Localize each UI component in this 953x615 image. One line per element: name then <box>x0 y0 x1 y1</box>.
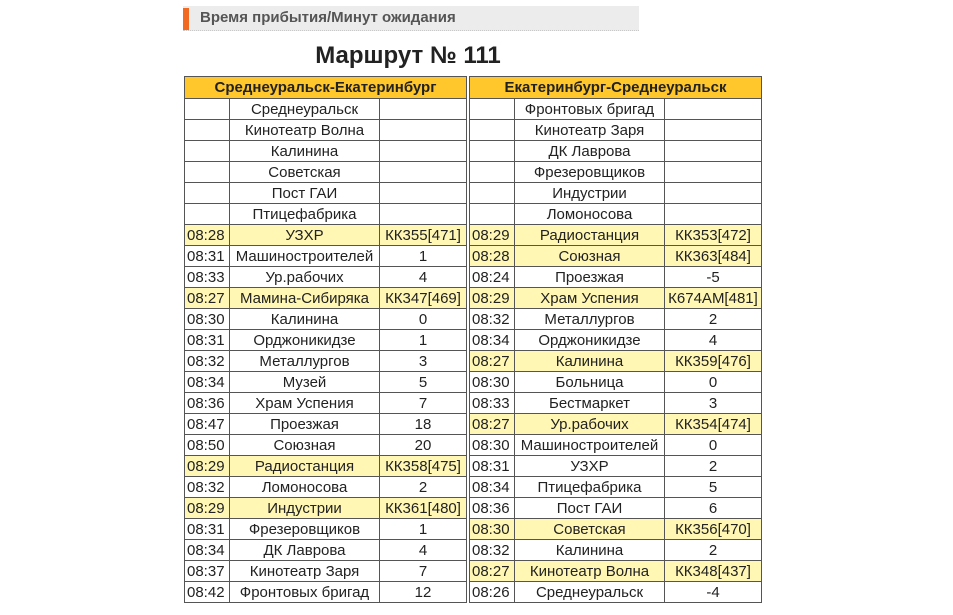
stop-name-cell: Металлургов <box>515 309 665 330</box>
arrival-time-cell: 08:26 <box>470 582 515 603</box>
stop-name-cell: Калинина <box>515 540 665 561</box>
stop-name-cell: Пост ГАИ <box>515 498 665 519</box>
stop-name-cell: Союзная <box>515 246 665 267</box>
arrival-time-cell <box>185 99 230 120</box>
wait-minutes-cell <box>380 183 467 204</box>
stop-name-cell: Ур.рабочих <box>515 414 665 435</box>
wait-minutes-cell: 0 <box>665 435 762 456</box>
wait-minutes-cell <box>380 99 467 120</box>
stop-name-cell: Советская <box>230 162 380 183</box>
stop-name-cell: Бестмаркет <box>515 393 665 414</box>
arrival-time-cell: 08:31 <box>470 456 515 477</box>
table-row <box>470 477 762 498</box>
table-row <box>185 435 467 456</box>
arrival-time-cell: 08:42 <box>185 582 230 603</box>
arrival-time-cell: 08:31 <box>185 330 230 351</box>
wait-minutes-cell <box>665 120 762 141</box>
stop-name-cell: Орджоникидзе <box>230 330 380 351</box>
wait-minutes-cell: 3 <box>380 351 467 372</box>
wait-minutes-cell: КК347[469] <box>380 288 467 309</box>
stop-name-cell: Фрезеровщиков <box>515 162 665 183</box>
table-row <box>470 435 762 456</box>
table-row <box>470 183 762 204</box>
stop-name-cell: Проезжая <box>515 267 665 288</box>
stop-name-cell: УЗХР <box>515 456 665 477</box>
wait-minutes-cell <box>665 99 762 120</box>
arrival-time-cell: 08:27 <box>185 288 230 309</box>
arrival-time-cell <box>470 162 515 183</box>
arrival-time-cell <box>185 162 230 183</box>
wait-minutes-cell: 4 <box>380 540 467 561</box>
wait-minutes-cell: КК354[474] <box>665 414 762 435</box>
section-header <box>183 6 639 31</box>
wait-minutes-cell: 1 <box>380 330 467 351</box>
arrival-time-cell <box>470 99 515 120</box>
table-row <box>470 330 762 351</box>
wait-minutes-cell: 2 <box>665 540 762 561</box>
stop-name-cell: Кинотеатр Волна <box>515 561 665 582</box>
wait-minutes-cell: КК359[476] <box>665 351 762 372</box>
wait-minutes-cell: 5 <box>380 372 467 393</box>
table-body <box>185 99 467 603</box>
route-title: Маршрут № 111 <box>315 42 501 69</box>
stop-name-cell: Ломоносова <box>515 204 665 225</box>
arrival-time-cell: 08:37 <box>185 561 230 582</box>
arrival-time-cell: 08:29 <box>470 225 515 246</box>
wait-minutes-cell: 12 <box>380 582 467 603</box>
stop-name-cell: Фрезеровщиков <box>230 519 380 540</box>
arrival-time-cell: 08:30 <box>470 519 515 540</box>
wait-minutes-cell: 4 <box>665 330 762 351</box>
table-row <box>185 288 467 309</box>
table-row <box>185 540 467 561</box>
stop-name-cell: Больница <box>515 372 665 393</box>
arrival-time-cell: 08:27 <box>470 414 515 435</box>
arrival-time-cell: 08:29 <box>185 498 230 519</box>
arrival-time-cell: 08:30 <box>185 309 230 330</box>
stop-name-cell: Храм Успения <box>515 288 665 309</box>
wait-minutes-cell: КК361[480] <box>380 498 467 519</box>
table-row <box>185 477 467 498</box>
table-row <box>185 309 467 330</box>
table-row <box>470 414 762 435</box>
table-row <box>185 225 467 246</box>
stop-name-cell: ДК Лаврова <box>515 141 665 162</box>
wait-minutes-cell: 0 <box>665 372 762 393</box>
table-row <box>470 267 762 288</box>
table-row <box>185 456 467 477</box>
table-row <box>470 246 762 267</box>
schedule-table-to-ekaterinburg <box>184 76 467 603</box>
arrival-time-cell: 08:47 <box>185 414 230 435</box>
arrival-time-cell: 08:36 <box>470 498 515 519</box>
stop-name-cell: Калинина <box>230 141 380 162</box>
wait-minutes-cell <box>665 162 762 183</box>
wait-minutes-cell: КК353[472] <box>665 225 762 246</box>
wait-minutes-cell: 6 <box>665 498 762 519</box>
stop-name-cell: Радиостанция <box>515 225 665 246</box>
stop-name-cell: Кинотеатр Волна <box>230 120 380 141</box>
stop-name-cell: Храм Успения <box>230 393 380 414</box>
table-row <box>185 330 467 351</box>
table-row <box>470 141 762 162</box>
wait-minutes-cell <box>380 141 467 162</box>
arrival-time-cell: 08:27 <box>470 351 515 372</box>
wait-minutes-cell: КК348[437] <box>665 561 762 582</box>
wait-minutes-cell: 2 <box>380 477 467 498</box>
stop-name-cell: Союзная <box>230 435 380 456</box>
arrival-time-cell: 08:34 <box>185 540 230 561</box>
table-body <box>470 99 762 603</box>
stop-name-cell: Среднеуральск <box>230 99 380 120</box>
stop-name-cell: Проезжая <box>230 414 380 435</box>
wait-minutes-cell <box>380 204 467 225</box>
wait-minutes-cell: 4 <box>380 267 467 288</box>
wait-minutes-cell: -5 <box>665 267 762 288</box>
wait-minutes-cell: КК355[471] <box>380 225 467 246</box>
arrival-time-cell <box>185 183 230 204</box>
wait-minutes-cell <box>380 162 467 183</box>
table-row <box>185 183 467 204</box>
wait-minutes-cell: 0 <box>380 309 467 330</box>
stop-name-cell: Кинотеатр Заря <box>230 561 380 582</box>
stop-name-cell: Советская <box>515 519 665 540</box>
arrival-time-cell <box>185 120 230 141</box>
table-row <box>470 393 762 414</box>
stop-name-cell: Индустрии <box>230 498 380 519</box>
table-row <box>470 372 762 393</box>
table-row <box>470 162 762 183</box>
stop-name-cell: Радиостанция <box>230 456 380 477</box>
arrival-time-cell <box>185 204 230 225</box>
arrival-time-cell: 08:27 <box>470 561 515 582</box>
wait-minutes-cell <box>665 204 762 225</box>
arrival-time-cell: 08:30 <box>470 435 515 456</box>
table-row <box>185 519 467 540</box>
table-row <box>470 309 762 330</box>
stop-name-cell: Ур.рабочих <box>230 267 380 288</box>
stop-name-cell: Музей <box>230 372 380 393</box>
arrival-time-cell: 08:34 <box>185 372 230 393</box>
table-row <box>185 141 467 162</box>
arrival-time-cell: 08:31 <box>185 519 230 540</box>
arrival-time-cell <box>185 141 230 162</box>
table-row <box>470 456 762 477</box>
arrival-time-cell: 08:29 <box>470 288 515 309</box>
table-row <box>470 498 762 519</box>
table-row <box>185 246 467 267</box>
table-row <box>185 99 467 120</box>
stop-name-cell: Металлургов <box>230 351 380 372</box>
wait-minutes-cell: 2 <box>665 456 762 477</box>
table-row <box>185 162 467 183</box>
wait-minutes-cell: 2 <box>665 309 762 330</box>
schedule-table-to-sredneuralsk <box>469 76 762 603</box>
arrival-time-cell: 08:24 <box>470 267 515 288</box>
table-row <box>185 267 467 288</box>
table-row <box>185 561 467 582</box>
stop-name-cell: Калинина <box>230 309 380 330</box>
stop-name-cell: ДК Лаврова <box>230 540 380 561</box>
stop-name-cell: Фронтовых бригад <box>230 582 380 603</box>
table-row <box>185 393 467 414</box>
wait-minutes-cell: КК358[475] <box>380 456 467 477</box>
section-header-title: Время прибытия/Минут ожидания <box>200 9 456 26</box>
stop-name-cell: УЗХР <box>230 225 380 246</box>
stop-name-cell: Машиностроителей <box>515 435 665 456</box>
table-row <box>470 561 762 582</box>
table-title: Среднеуральск-Екатеринбург <box>185 77 467 99</box>
table-row <box>185 414 467 435</box>
table-row <box>185 498 467 519</box>
stop-name-cell: Птицефабрика <box>230 204 380 225</box>
wait-minutes-cell: -4 <box>665 582 762 603</box>
stop-name-cell: Фронтовых бригад <box>515 99 665 120</box>
table-row <box>470 540 762 561</box>
table-row <box>470 582 762 603</box>
stop-name-cell: Индустрии <box>515 183 665 204</box>
table-row <box>185 372 467 393</box>
table-row <box>470 288 762 309</box>
wait-minutes-cell: 20 <box>380 435 467 456</box>
table-row <box>470 351 762 372</box>
stop-name-cell: Ломоносова <box>230 477 380 498</box>
arrival-time-cell: 08:36 <box>185 393 230 414</box>
arrival-time-cell <box>470 183 515 204</box>
stop-name-cell: Калинина <box>515 351 665 372</box>
stop-name-cell: Кинотеатр Заря <box>515 120 665 141</box>
wait-minutes-cell: 1 <box>380 246 467 267</box>
arrival-time-cell <box>470 120 515 141</box>
stop-name-cell: Мамина-Сибиряка <box>230 288 380 309</box>
wait-minutes-cell <box>665 141 762 162</box>
stop-name-cell: Орджоникидзе <box>515 330 665 351</box>
wait-minutes-cell: 7 <box>380 393 467 414</box>
table-title: Екатеринбург-Среднеуральск <box>470 77 762 99</box>
stop-name-cell: Птицефабрика <box>515 477 665 498</box>
wait-minutes-cell: КК356[470] <box>665 519 762 540</box>
arrival-time-cell: 08:34 <box>470 330 515 351</box>
stop-name-cell: Машиностроителей <box>230 246 380 267</box>
arrival-time-cell: 08:34 <box>470 477 515 498</box>
arrival-time-cell: 08:29 <box>185 456 230 477</box>
table-row <box>470 120 762 141</box>
wait-minutes-cell: К674АМ[481] <box>665 288 762 309</box>
table-row <box>470 99 762 120</box>
table-row <box>470 225 762 246</box>
wait-minutes-cell: КК363[484] <box>665 246 762 267</box>
wait-minutes-cell <box>665 183 762 204</box>
arrival-time-cell <box>470 204 515 225</box>
arrival-time-cell: 08:28 <box>185 225 230 246</box>
wait-minutes-cell: 18 <box>380 414 467 435</box>
arrival-time-cell <box>470 141 515 162</box>
table-row <box>185 120 467 141</box>
wait-minutes-cell: 3 <box>665 393 762 414</box>
arrival-time-cell: 08:32 <box>470 540 515 561</box>
stop-name-cell: Пост ГАИ <box>230 183 380 204</box>
table-row <box>185 582 467 603</box>
stop-name-cell: Среднеуральск <box>515 582 665 603</box>
wait-minutes-cell <box>380 120 467 141</box>
arrival-time-cell: 08:32 <box>185 477 230 498</box>
arrival-time-cell: 08:32 <box>470 309 515 330</box>
arrival-time-cell: 08:50 <box>185 435 230 456</box>
header-accent-bar <box>183 8 189 30</box>
table-row <box>185 351 467 372</box>
arrival-time-cell: 08:31 <box>185 246 230 267</box>
arrival-time-cell: 08:28 <box>470 246 515 267</box>
table-row <box>185 204 467 225</box>
wait-minutes-cell: 5 <box>665 477 762 498</box>
table-row <box>470 204 762 225</box>
arrival-time-cell: 08:30 <box>470 372 515 393</box>
wait-minutes-cell: 7 <box>380 561 467 582</box>
arrival-time-cell: 08:33 <box>185 267 230 288</box>
wait-minutes-cell: 1 <box>380 519 467 540</box>
arrival-time-cell: 08:33 <box>470 393 515 414</box>
table-row <box>470 519 762 540</box>
arrival-time-cell: 08:32 <box>185 351 230 372</box>
